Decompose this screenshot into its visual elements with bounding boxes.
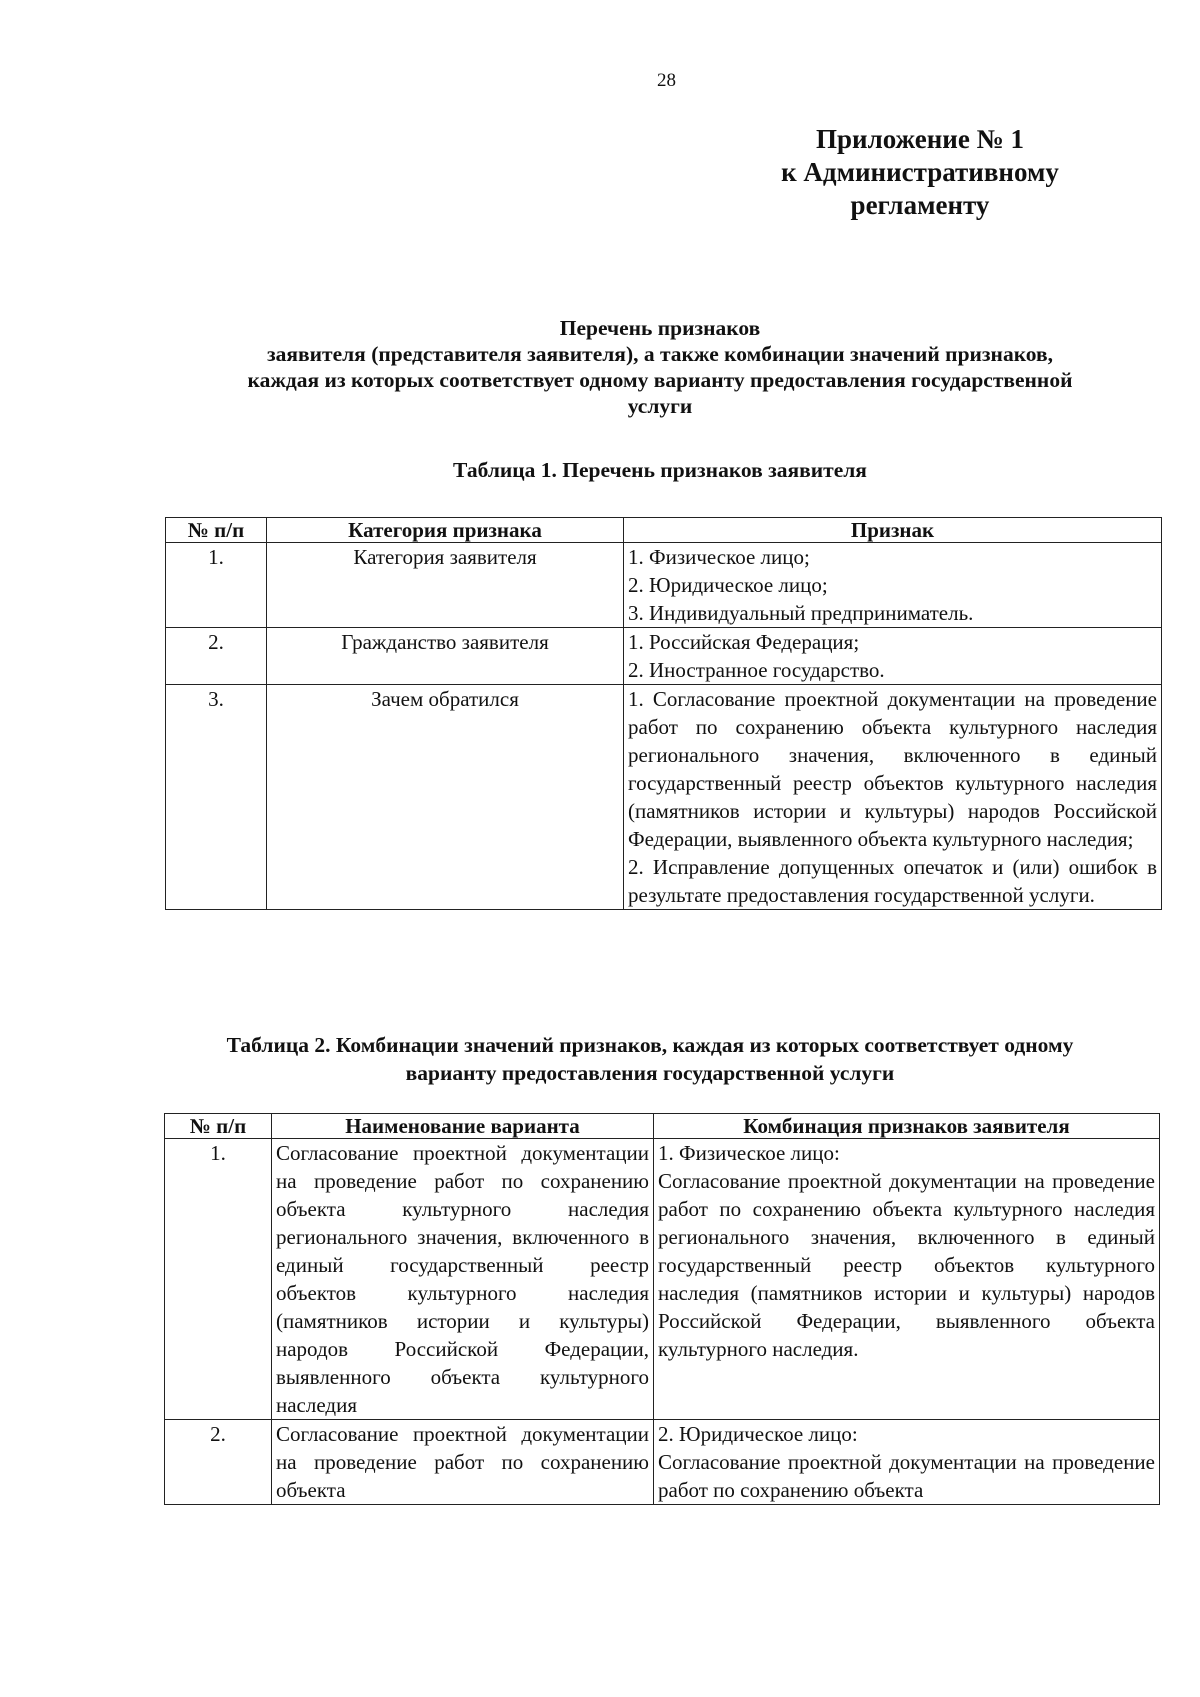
combination-title: 1. Физическое лицо: bbox=[658, 1141, 840, 1165]
attribute-value: 2. Юридическое лицо; bbox=[628, 573, 828, 597]
table2-caption bbox=[150, 1031, 1150, 1087]
column-header-number: № п/п bbox=[166, 518, 267, 543]
title-line-4: услуги bbox=[627, 394, 693, 418]
column-header-combination: Комбинация признаков заявителя bbox=[654, 1114, 1160, 1139]
attribute-value: 1. Согласование проектной документации на проведение работ по сохранению объекта культурного наследия регионального значения, включенного в единый государственный реестр объектов культурного наследия (памятников истории и культуры) народов Российской Федерации, выявленного объекта культурного наследия; bbox=[628, 687, 1157, 851]
title-line-2: заявителя (представителя заявителя), а также комбинации значений признаков, bbox=[267, 342, 1053, 366]
document-title bbox=[160, 315, 1160, 419]
table2-caption-line-2: варианту предоставления государственной услуги bbox=[405, 1061, 895, 1085]
attribute-value: 1. Российская Федерация; bbox=[628, 630, 860, 654]
title-line-1: Перечень признаков bbox=[559, 316, 761, 340]
page-number: 28 bbox=[657, 70, 676, 91]
appendix-line-1: Приложение № 1 bbox=[816, 124, 1024, 154]
column-header-attribute: Признак bbox=[624, 518, 1162, 543]
table2-caption-line-1: Таблица 2. Комбинации значений признаков, каждая из которых соответствует одному bbox=[226, 1033, 1074, 1057]
row-number: 2. bbox=[166, 628, 267, 685]
column-header-category: Категория признака bbox=[267, 518, 624, 543]
attribute-values bbox=[624, 685, 1162, 910]
title-line-3: каждая из которых соответствует одному варианту предоставления государственной bbox=[247, 368, 1073, 392]
attribute-value: 2. Иностранное государство. bbox=[628, 658, 885, 682]
table-row bbox=[165, 1420, 1160, 1505]
row-number: 3. bbox=[166, 685, 267, 910]
row-number: 2. bbox=[165, 1420, 272, 1505]
appendix-line-3: регламенту bbox=[850, 190, 990, 220]
combination-title: 2. Юридическое лицо: bbox=[658, 1422, 858, 1446]
row-number: 1. bbox=[166, 543, 267, 628]
variant-name: Согласование проектной документации на проведение работ по сохранению объекта культурного наследия регионального значения, включенного в единый государственный реестр объектов культурного наследия (памятников истории и культуры) народов Российской Федерации, выявленного объекта культурного наследия bbox=[272, 1139, 654, 1420]
attribute-category: Категория заявителя bbox=[267, 543, 624, 628]
table-row bbox=[165, 1139, 1160, 1420]
attribute-category: Гражданство заявителя bbox=[267, 628, 624, 685]
attribute-value: 1. Физическое лицо; bbox=[628, 545, 810, 569]
table-row bbox=[166, 543, 1162, 628]
row-number: 1. bbox=[165, 1139, 272, 1420]
table-header-row bbox=[165, 1114, 1160, 1139]
variant-name-text: Согласование проектной документации на проведение работ по сохранению объекта bbox=[276, 1422, 649, 1502]
combination-text: Согласование проектной документации на проведение работ по сохранению объекта культурного наследия регионального значения, включенного в единый государственный реестр объектов культурного наследия (памятников истории и культуры) народов Российской Федерации, выявленного объекта культурного наследия. bbox=[658, 1169, 1155, 1361]
attribute-category: Зачем обратился bbox=[267, 685, 624, 910]
attribute-value: 2. Исправление допущенных опечаток и (или) ошибок в результате предоставления государственной услуги. bbox=[628, 855, 1157, 907]
table-row bbox=[166, 628, 1162, 685]
column-header-number: № п/п bbox=[165, 1114, 272, 1139]
table1-caption: Таблица 1. Перечень признаков заявителя bbox=[453, 458, 867, 482]
attribute-combinations-table bbox=[164, 1113, 1160, 1505]
appendix-line-2: к Административному bbox=[781, 157, 1059, 187]
column-header-variant: Наименование варианта bbox=[272, 1114, 654, 1139]
combination-block bbox=[658, 1420, 1155, 1504]
table-row bbox=[166, 685, 1162, 910]
attribute-combination bbox=[654, 1139, 1160, 1420]
variant-name bbox=[272, 1420, 654, 1505]
combination-text: Согласование проектной документации на проведение работ по сохранению объекта bbox=[658, 1450, 1155, 1502]
attribute-values bbox=[624, 628, 1162, 685]
applicant-attributes-table bbox=[165, 517, 1162, 910]
attribute-values bbox=[624, 543, 1162, 628]
table-header-row bbox=[166, 518, 1162, 543]
attribute-combination bbox=[654, 1420, 1160, 1505]
attribute-value: 3. Индивидуальный предприниматель. bbox=[628, 601, 974, 625]
appendix-heading bbox=[760, 123, 1080, 222]
